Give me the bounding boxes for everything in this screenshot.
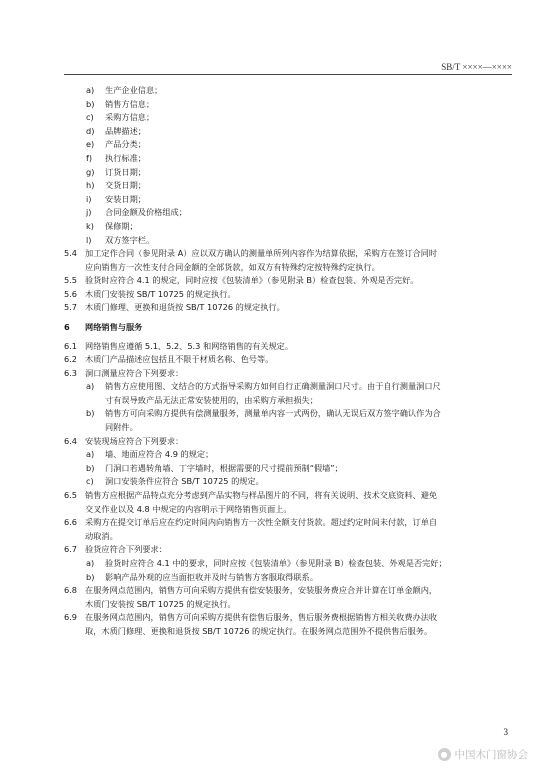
item-text: 墙、地面应符合 4.9 的规定； xyxy=(105,449,214,460)
clause-text: 洞口测量应符合下列要求： xyxy=(85,367,184,378)
clause-6-7 xyxy=(64,543,514,557)
clause-number: 6.7 xyxy=(64,544,78,555)
list-item xyxy=(64,98,514,112)
clause-number: 5.6 xyxy=(64,288,78,299)
clause-text: 木质门产品描述应包括且不限于材质名称、色号等。 xyxy=(85,354,274,365)
item-marker: c) xyxy=(86,476,94,487)
item-text: 销售方信息； xyxy=(105,98,155,109)
item-marker: h) xyxy=(86,180,95,191)
clause-6-6 xyxy=(64,516,514,543)
clause-text: 销售方应根据产品特点充分考虑到产品实物与样品图片的不同，将有关说明、技术交底资料、避免 xyxy=(85,490,438,501)
clause-6-3-a xyxy=(64,380,514,407)
list-item xyxy=(64,125,514,139)
clause-6-7-b xyxy=(64,571,514,585)
item-marker: a) xyxy=(86,85,95,95)
clause-text: 加工定作合同（参见附录 A）应以双方确认的测量单所列内容作为结算依据，采购方在签订合同时 xyxy=(85,248,438,259)
item-marker: b) xyxy=(86,462,95,473)
clause-text: 交叉作业以及 4.8 中规定的内容明示于网络销售页面上。 xyxy=(85,503,292,514)
item-text: 保修期； xyxy=(105,220,138,231)
clause-5-7 xyxy=(64,301,514,315)
item-marker: j) xyxy=(86,207,92,218)
clause-5-4 xyxy=(64,247,514,274)
item-marker: d) xyxy=(86,125,95,136)
clause-6-1 xyxy=(64,340,514,354)
clause-6-4-c xyxy=(64,475,514,489)
page-number: 3 xyxy=(503,727,508,737)
list-item xyxy=(64,179,514,193)
clause-6-5 xyxy=(64,489,514,516)
item-marker: c) xyxy=(86,112,94,123)
item-marker: i) xyxy=(86,193,92,204)
item-text: 门洞口若遇转角墙、丁字墙时，根据需要的尺寸提前预制“假墙”； xyxy=(105,462,343,473)
item-marker: f) xyxy=(86,152,93,163)
list-item xyxy=(64,111,514,125)
list-item xyxy=(64,166,514,180)
clause-6-8 xyxy=(64,584,514,611)
header-rule xyxy=(64,74,512,75)
clause-text: 验货时应符合 4.1 的规定，同时应按《包装清单》（参见附录 B）检查包装、外观是否完好。 xyxy=(85,275,419,286)
clause-5-6 xyxy=(64,288,514,302)
clause-number: 6.8 xyxy=(64,585,78,596)
watermark-text: 中国木门窗协会 xyxy=(454,749,528,761)
section-number: 6 xyxy=(64,321,70,332)
clause-6-4-b xyxy=(64,462,514,476)
item-text: 洞口安装条件应符合 SB/T 10725 的规定。 xyxy=(105,476,264,487)
item-text: 采购方信息； xyxy=(105,112,155,123)
clause-number: 6.9 xyxy=(64,612,78,623)
item-text: 品牌描述； xyxy=(105,125,146,136)
list-item xyxy=(64,138,514,152)
clause-text: 木质门安装按 SB/T 10725 的规定执行。 xyxy=(85,598,236,609)
clause-number: 6.2 xyxy=(64,354,78,365)
item-marker: b) xyxy=(86,571,95,582)
item-text: 验货时应符合 4.1 中的要求，同时应按《包装清单》（参见附录 B）检查包装、外观是否完好； xyxy=(105,558,447,568)
clause-6-4 xyxy=(64,435,514,449)
list-item xyxy=(64,234,514,248)
clause-number: 5.5 xyxy=(64,275,78,286)
clause-text: 取，木质门修理、更换和退货按 SB/T 10726 的规定执行。在服务网点范围外不提供售后服务。 xyxy=(85,625,433,636)
item-text: 影响产品外观的应当面拒收并及时与销售方客服取得联系。 xyxy=(105,571,318,582)
clause-number: 5.4 xyxy=(64,248,78,259)
item-text: 同附件。 xyxy=(105,422,138,433)
item-marker: b) xyxy=(86,98,95,109)
info-list xyxy=(64,84,514,247)
clause-5-5 xyxy=(64,274,514,288)
item-text: 订货日期； xyxy=(105,166,146,177)
document-body xyxy=(64,84,514,639)
item-text: 执行标准； xyxy=(105,152,146,163)
list-item xyxy=(64,206,514,220)
list-item xyxy=(64,193,514,207)
item-marker: a) xyxy=(86,381,95,392)
standard-code: SB/T ××××—×××× xyxy=(441,62,512,72)
section-6-heading xyxy=(64,321,514,335)
item-marker: g) xyxy=(86,166,95,177)
clause-number: 6.4 xyxy=(64,435,78,446)
clause-text: 动取消。 xyxy=(85,530,118,541)
watermark xyxy=(438,747,529,762)
item-marker: a) xyxy=(86,449,95,460)
item-text: 销售方应使用图、文结合的方式指导采购方如何自行正确测量洞口尺寸。由于自行测量洞口尺 xyxy=(105,381,441,392)
clause-text: 在服务网点范围内，销售方可向采购方提供有偿安装服务，安装服务费应合并计算在订单金额内， xyxy=(85,585,438,596)
item-marker: e) xyxy=(86,139,95,150)
clause-text: 应向销售方一次性支付合同金额的全部货款，如双方有特殊约定按特殊约定执行。 xyxy=(85,261,380,272)
clause-6-7-a xyxy=(64,557,514,571)
section-title: 网络销售与服务 xyxy=(85,321,143,332)
clause-text: 木质门安装按 SB/T 10725 的规定执行。 xyxy=(85,288,236,299)
item-text: 寸有误导致产品无法正常安装使用的，由采购方承担损失； xyxy=(105,394,318,405)
clause-number: 5.7 xyxy=(64,302,78,313)
clause-text: 网络销售应遵循 5.1、5.2、5.3 和网络销售的有关规定。 xyxy=(85,340,294,351)
clause-number: 6.5 xyxy=(64,490,78,501)
list-item xyxy=(64,84,514,98)
clause-text: 木质门修理、更换和退货按 SB/T 10726 的规定执行。 xyxy=(85,302,285,313)
clause-text: 安装现场应符合下列要求： xyxy=(85,435,184,446)
clause-6-4-a xyxy=(64,448,514,462)
clause-6-2 xyxy=(64,353,514,367)
list-item xyxy=(64,220,514,234)
item-marker: k) xyxy=(86,220,94,231)
item-text: 双方签字栏。 xyxy=(105,234,155,245)
item-marker: b) xyxy=(86,408,95,419)
item-text: 合同金额及价格组成； xyxy=(105,207,187,218)
clause-text: 在服务网点范围内，销售方可向采购方提供有偿售后服务，售后服务费根据销售方相关收费办法收 xyxy=(85,612,438,623)
item-text: 生产企业信息； xyxy=(105,85,163,95)
clause-6-9 xyxy=(64,611,514,638)
wechat-icon: ● xyxy=(438,748,451,761)
item-text: 交货日期； xyxy=(105,180,146,191)
item-text: 产品分类； xyxy=(105,139,146,150)
clause-text: 验货应符合下列要求： xyxy=(85,544,167,555)
item-text: 安装日期； xyxy=(105,193,146,204)
clause-6-3 xyxy=(64,367,514,381)
list-item xyxy=(64,152,514,166)
clause-text: 采购方在提交订单后应在约定时间内向销售方一次性全额支付货款。超过约定时间未付款，订单自 xyxy=(85,517,438,528)
clause-6-3-b xyxy=(64,407,514,434)
clause-number: 6.3 xyxy=(64,367,78,378)
item-text: 销售方可向采购方提供有偿测量服务，测量单内容一式两份，确认无误后双方签字确认作为合 xyxy=(105,408,441,419)
clause-number: 6.6 xyxy=(64,517,78,528)
item-marker: a) xyxy=(86,558,95,568)
item-marker: l) xyxy=(86,234,92,245)
clause-number: 6.1 xyxy=(64,340,78,351)
